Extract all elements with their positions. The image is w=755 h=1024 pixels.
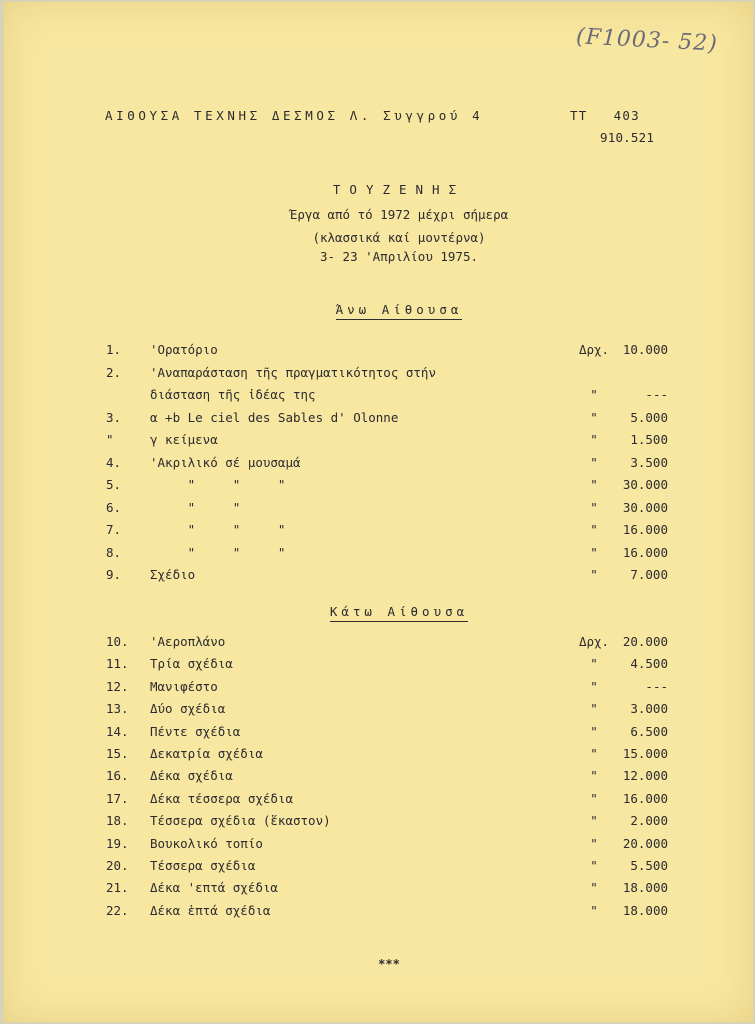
artwork-number: 21. [106, 880, 129, 896]
artwork-title: Τέσσερα σχέδια [150, 858, 256, 873]
archive-annotation: (F1003- 52) [575, 24, 719, 57]
artwork-price: 1.500 [630, 432, 668, 447]
artwork-price: 12.000 [622, 768, 668, 784]
artwork-number: 15. [106, 746, 129, 761]
artwork-row [4, 791, 755, 811]
artwork-row [4, 522, 755, 542]
artwork-number: 12. [106, 678, 129, 694]
artwork-title: 'Ορατόριο [150, 342, 218, 357]
currency-label: " [590, 701, 598, 717]
artwork-row [4, 768, 755, 788]
currency-label: " [590, 790, 598, 806]
currency-label: " [590, 432, 598, 447]
artwork-number: 16. [106, 768, 129, 784]
artwork-price: 3.000 [630, 701, 668, 717]
telephone-label: ΤΤ 403 [570, 108, 640, 123]
artwork-price: 4.500 [630, 656, 668, 672]
artwork-price: 2.000 [630, 813, 668, 829]
artwork-title: " " " [150, 544, 286, 560]
artwork-title: Τρία σχέδια [150, 656, 233, 672]
currency-label: " [590, 499, 598, 515]
artwork-number: 8. [106, 544, 122, 560]
artwork-title: 'Αεροπλάνο [150, 634, 226, 649]
artwork-number: 18. [106, 813, 129, 829]
footer-asterisks: *** [378, 957, 400, 971]
currency-label: " [590, 477, 598, 492]
artwork-price: --- [645, 678, 668, 694]
currency-label: " [590, 522, 598, 537]
artwork-title: Τέσσερα σχέδια (ἕκαστον) [150, 813, 331, 829]
artwork-price: 3.500 [630, 454, 668, 470]
artwork-number: 5. [106, 477, 122, 492]
currency-label: " [590, 835, 598, 851]
currency-label: " [590, 858, 598, 873]
artwork-price: 18.000 [622, 880, 668, 896]
artwork-row [4, 724, 755, 744]
currency-label: " [590, 902, 598, 918]
artwork-row [4, 455, 755, 475]
artwork-row [4, 567, 755, 587]
artwork-title: 'Ακριλικό σέ μουσαμά [150, 454, 301, 470]
artwork-price: 5.500 [630, 858, 668, 873]
artwork-row [4, 813, 755, 833]
artwork-row [4, 634, 755, 654]
artwork-number: 10. [106, 634, 129, 649]
artwork-number: 9. [106, 567, 122, 582]
artwork-row [4, 679, 755, 699]
currency-label: Δρχ. [578, 342, 610, 357]
artwork-number: 19. [106, 835, 129, 851]
artwork-price: 20.000 [622, 835, 668, 851]
artwork-price: 15.000 [622, 746, 668, 761]
artwork-title: Δέκα σχέδια [150, 768, 233, 784]
artwork-price: 16.000 [622, 544, 668, 560]
artwork-row [4, 545, 755, 565]
currency-label: " [590, 387, 598, 402]
artwork-title: Δέκα ἑπτά σχέδια [150, 902, 271, 918]
artwork-price: 10.000 [622, 342, 668, 357]
section-title-lower: Κάτω Αίθουσα [244, 604, 554, 619]
gallery-header: ΑΙΘΟΥΣΑ ΤΕΧΝΗΣ ΔΕΣΜΟΣ Λ. Συγγρού 4 [105, 108, 484, 123]
artwork-title: Βουκολικό τοπίο [150, 835, 263, 851]
artwork-row [4, 836, 755, 856]
artwork-title: διάσταση τῆς ἰδέας της [150, 387, 316, 402]
artwork-price: 6.500 [630, 723, 668, 739]
currency-label: " [590, 678, 598, 694]
artwork-row [4, 365, 755, 385]
exhibition-note: (κλασσικά καί μοντέρνα) [312, 230, 486, 245]
currency-label: " [590, 813, 598, 829]
artwork-title: Δέκα τέσσερα σχέδια [150, 790, 293, 806]
artwork-row [4, 432, 755, 452]
artwork-row [4, 477, 755, 497]
currency-label: " [590, 880, 598, 896]
currency-label: " [590, 656, 598, 672]
artwork-number: 1. [106, 342, 122, 357]
artwork-title: γ κείμενα [150, 432, 218, 447]
artwork-number: 13. [106, 701, 129, 717]
artwork-number: 2. [106, 364, 122, 380]
artwork-number: 11. [106, 656, 129, 672]
artwork-row [4, 858, 755, 878]
artwork-row [4, 387, 755, 407]
artwork-title: α +b Le ciel des Sables d' Olonne [150, 409, 399, 425]
artwork-number: 20. [106, 858, 129, 873]
artwork-price: 20.000 [622, 634, 668, 649]
artwork-price: 30.000 [622, 477, 668, 492]
artwork-row [4, 903, 755, 923]
artwork-title: Δεκατρία σχέδια [150, 746, 263, 761]
artwork-row [4, 410, 755, 430]
artwork-row [4, 342, 755, 362]
artwork-number: 7. [106, 522, 122, 537]
artwork-number: 6. [106, 499, 122, 515]
artwork-price: 5.000 [630, 409, 668, 425]
currency-label: " [590, 746, 598, 761]
currency-label: " [590, 567, 598, 582]
artwork-number: 14. [106, 723, 129, 739]
artwork-price: 30.000 [622, 499, 668, 515]
artwork-row [4, 746, 755, 766]
artwork-number: 3. [106, 409, 122, 425]
document-page [4, 2, 753, 1022]
exhibition-dates: 3- 23 'Απριλίου 1975. [319, 249, 479, 264]
artwork-title: " " " [150, 477, 286, 492]
artwork-number: 22. [106, 902, 129, 918]
artwork-price: 18.000 [622, 902, 668, 918]
artwork-title: Πέντε σχέδια [150, 723, 241, 739]
exhibition-subtitle: Έργα από τό 1972 μέχρι σήμερα [289, 207, 509, 222]
artwork-title: Σχέδιο [150, 567, 196, 582]
artwork-row [4, 701, 755, 721]
artist-name: ΤΟΥΖΕΝΗΣ [332, 182, 466, 197]
artwork-price: 16.000 [622, 522, 668, 537]
artwork-title: " " [150, 499, 241, 515]
artwork-title: Μανιφέστο [150, 678, 218, 694]
currency-label: " [590, 409, 598, 425]
artwork-title: Δύο σχέδια [150, 701, 226, 717]
artwork-row [4, 500, 755, 520]
currency-label: " [590, 723, 598, 739]
artwork-number: " [106, 432, 114, 447]
artwork-row [4, 656, 755, 676]
artwork-row [4, 880, 755, 900]
currency-label: Δρχ. [578, 634, 610, 649]
artwork-price: 7.000 [630, 567, 668, 582]
artwork-price: 16.000 [622, 790, 668, 806]
currency-label: " [590, 768, 598, 784]
section-title-upper: Άνω Αίθουσα [244, 302, 554, 317]
artwork-number: 4. [106, 454, 122, 470]
artwork-price: --- [645, 387, 668, 402]
artwork-title: " " " [150, 522, 286, 537]
currency-label: " [590, 544, 598, 560]
artwork-number: 17. [106, 790, 129, 806]
telephone-number: 910.521 [600, 130, 655, 145]
currency-label: " [590, 454, 598, 470]
artwork-title: 'Αναπαράσταση τῆς πραγματικότητος στήν [150, 364, 436, 380]
artwork-title: Δέκα 'επτά σχέδια [150, 880, 278, 896]
